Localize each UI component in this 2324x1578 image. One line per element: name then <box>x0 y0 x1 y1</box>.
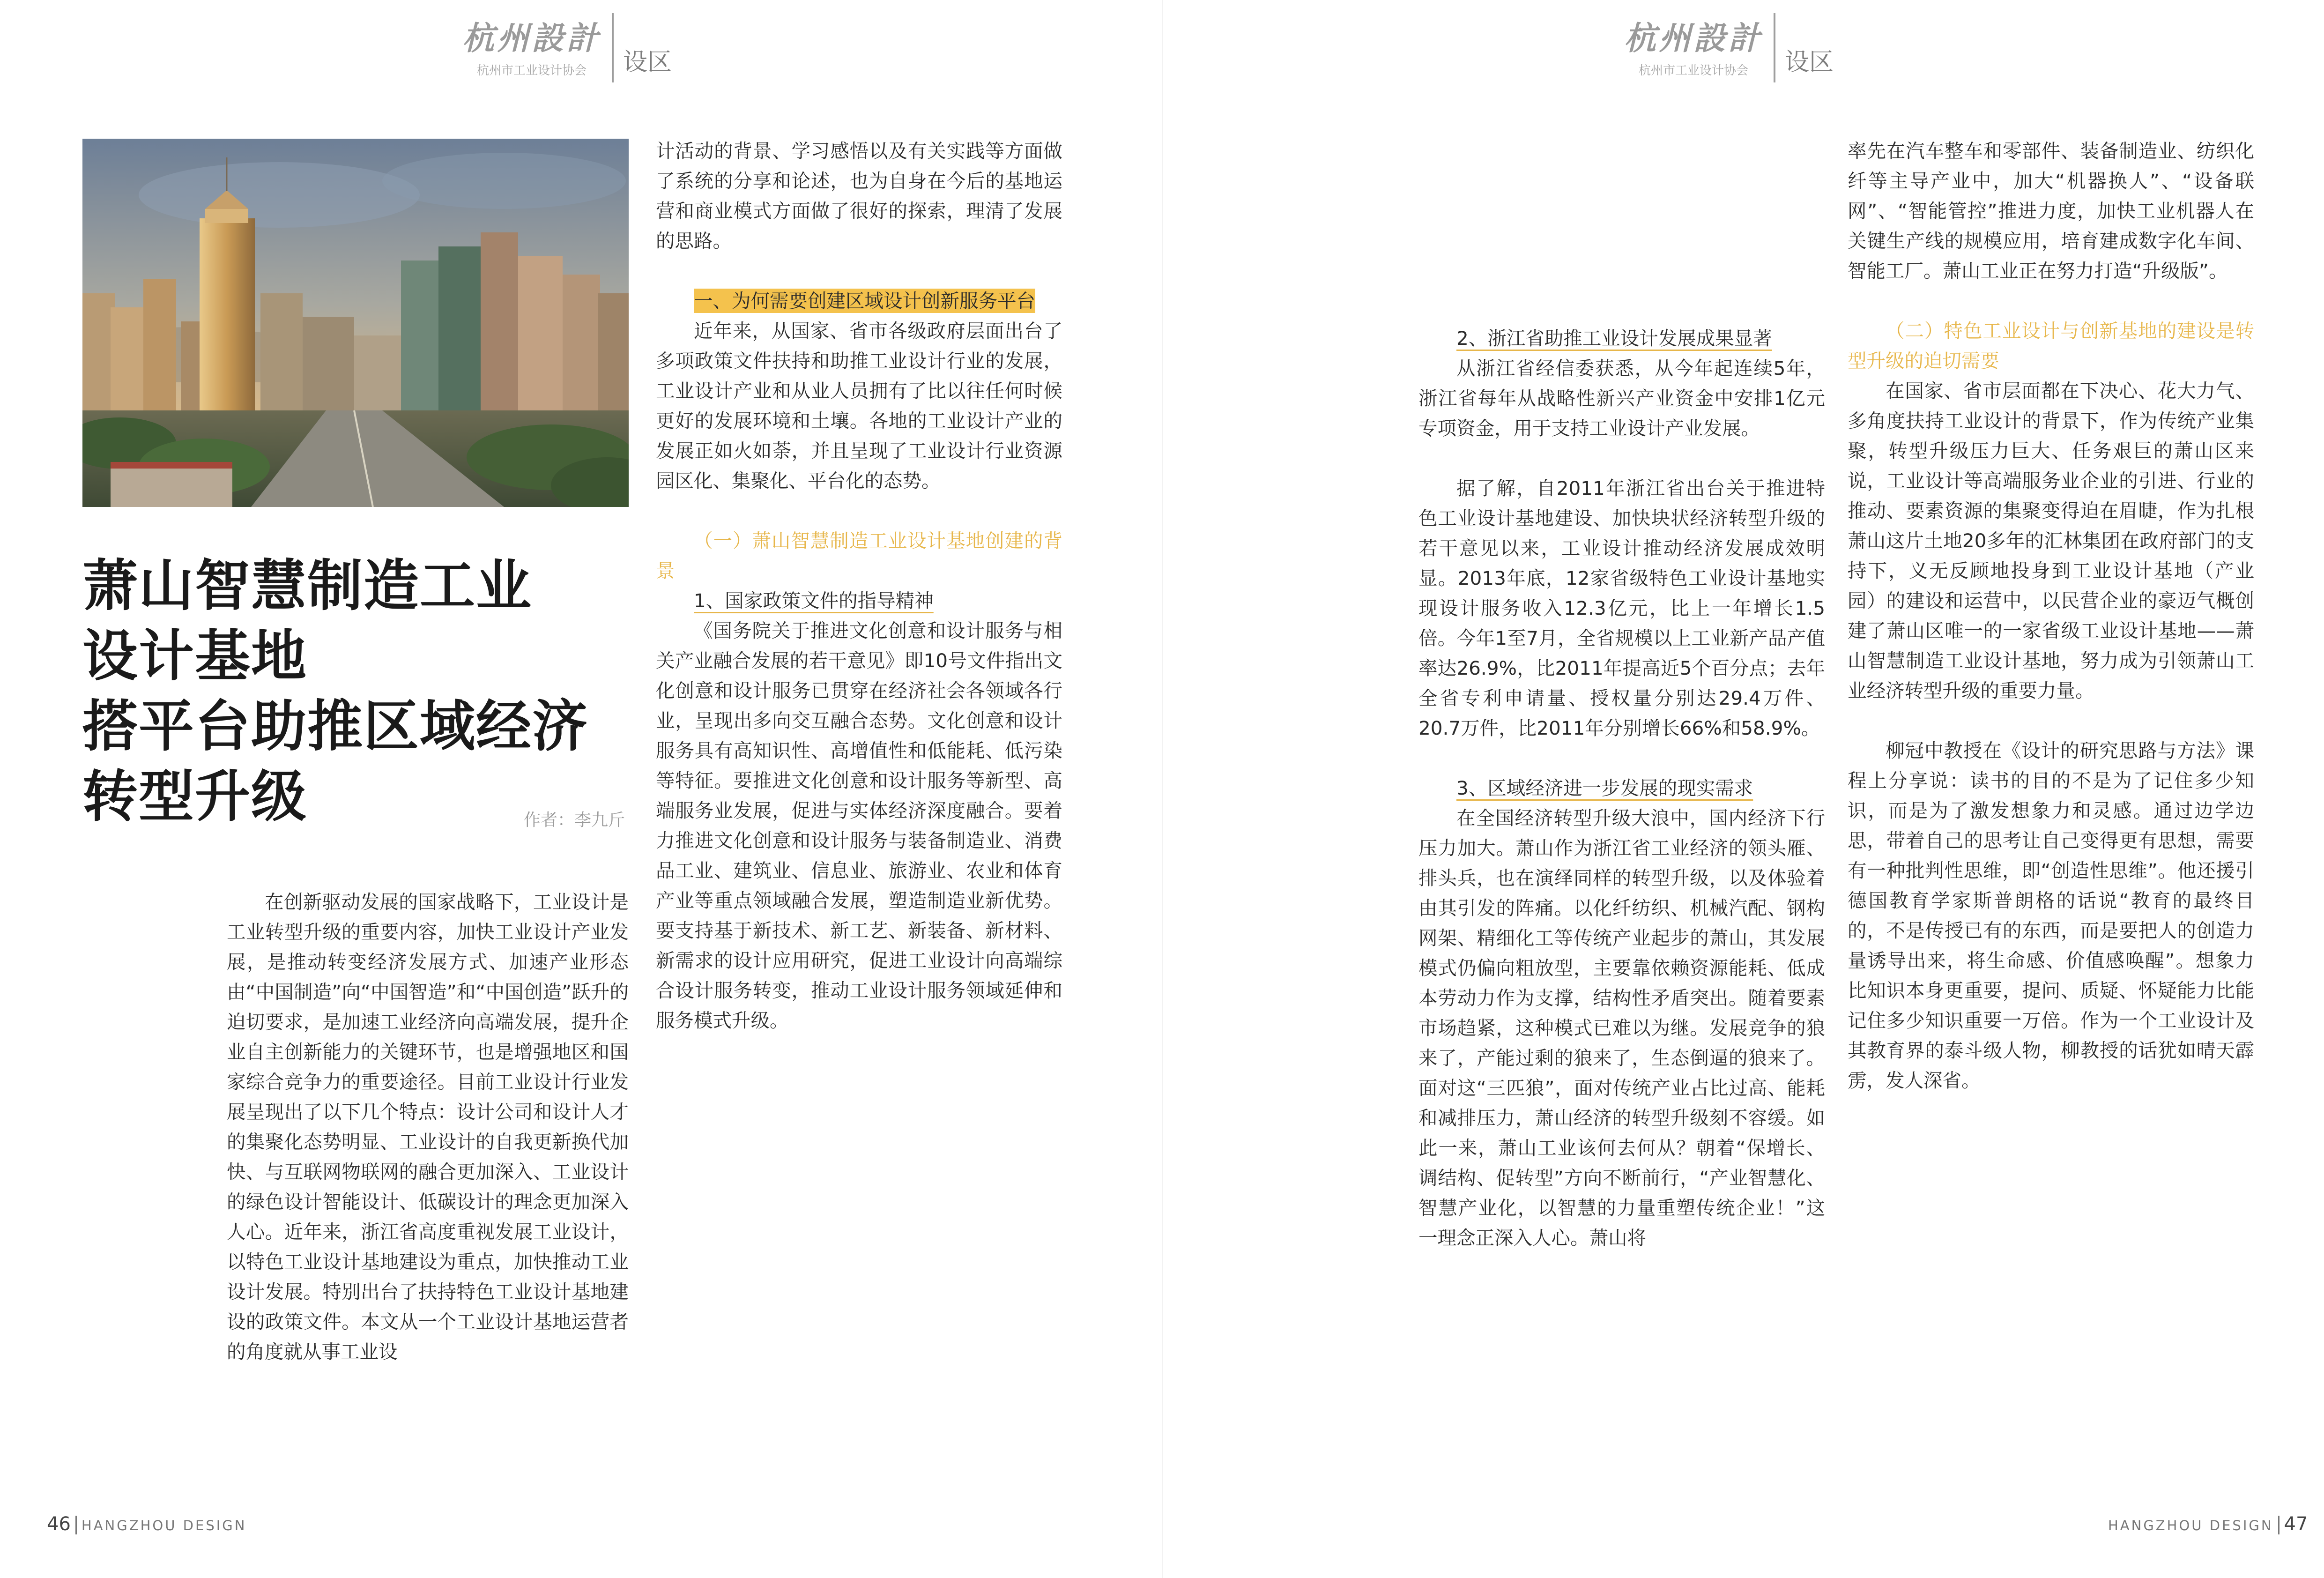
paragraph: 计活动的背景、学习感悟以及有关实践等方面做了系统的分享和论述，也为自身在今后的基地运营和商业模式方面做了很好的探索，理清了发展的思路。 <box>656 140 1062 252</box>
subsection-heading: （二）特色工业设计与创新基地的建设是转型升级的迫切需要 <box>1848 320 2254 372</box>
sub-heading <box>656 586 1062 616</box>
page-number: 46 <box>47 1513 71 1535</box>
city-skyline-photo <box>82 139 629 507</box>
magazine-name: HANGZHOU DESIGN <box>81 1518 247 1533</box>
subsection-heading: （一）萧山智慧制造工业设计基地创建的背景 <box>656 529 1062 582</box>
article-title <box>82 551 645 832</box>
magazine-logo <box>1621 13 1766 83</box>
author-byline: 作者：李九斤 <box>524 811 625 830</box>
folio-divider <box>2278 1516 2279 1534</box>
text-column-3 <box>1418 323 1825 1253</box>
title-line: 萧山智慧制造工业 <box>82 553 533 618</box>
paragraph: 在全国经济转型升级大浪中，国内经济下行压力加大。萧山作为浙江省工业经济的领头雁、排头兵，也在演绎同样的转型升级，以及体验着由其引发的阵痛。以化纤纺织、机械汽配、钢构网架、精细化工等传统产业起步的萧山，其发展模式仍偏向粗放型，主要靠依赖资源能耗、低成本劳动力作为支撑，结构性矛盾突出。随着要素市场趋紧，这种模式已难以为继。发展竞争的狼来了，产能过剩的狼来了，生态倒逼的狼来了。面对这“三匹狼”，面对传统产业占比过高、能耗和减排压力，萧山经济的转型升级刻不容缓。如此一来，萧山工业该何去何从？朝着“保增长、调结构、促转型”方向不断前行，“产业智慧化、智慧产业化，以智慧的力量重塑传统企业！”这一理念正深入人心。萧山将 <box>1418 807 1825 1249</box>
section-label: 设区 <box>1785 48 1834 76</box>
magazine-logo <box>459 13 604 83</box>
title-line: 设计基地 <box>82 623 308 688</box>
paragraph: 《国务院关于推进文化创意和设计服务与相关产业融合发展的若干意见》即10号文件指出文化创意和设计服务已贯穿在经济社会各领域各行业，呈现出多向交互融合态势。文化创意和设计服务具有高知识性、高增值性和低能耗、低污染等特征。要推进文化创意和设计服务等新型、高端服务业发展，促进与实体经济深度融合。要着力推进文化创意和设计服务与装备制造业、消费品工业、建筑业、信息业、旅游业、农业和体育产业等重点领域融合发展，塑造制造业新优势。要支持基于新技术、新工艺、新装备、新材料、新需求的设计应用研究，促进工业设计向高端综合设计服务转变，推动工业设计服务领域延伸和服务模式升级。 <box>656 619 1062 1032</box>
page-folio-left <box>47 1513 246 1535</box>
title-line: 搭平台助推区域经济 <box>82 693 589 759</box>
paragraph: 柳冠中教授在《设计的研究思路与方法》课程上分享说：读书的目的不是为了记住多少知识，而是为了激发想象力和灵感。通过边学边思，带着自己的思考让自己变得更有思想，需要有一种批判性思维，即“创造性思维”。他还援引德国教育学家斯普朗格的话说“教育的最终目的，不是传授已有的东西，而是要把人的创造力量诱导出来，将生命感、价值感唤醒”。想象力比知识本身更重要，提问、质疑、怀疑能力比能记住多少知识重要一万倍。作为一个工业设计及其教育界的泰斗级人物，柳教授的话犹如晴天霹雳，发人深省。 <box>1848 739 2254 1092</box>
sub-heading <box>1418 773 1825 803</box>
page-number: 47 <box>2284 1513 2308 1535</box>
sub-heading-text: 2、浙江省助推工业设计发展成果显著 <box>1456 327 1772 350</box>
logo-text: 杭州設計 <box>462 20 601 57</box>
text-column-1 <box>227 887 629 1367</box>
sub-heading-text: 3、区域经济进一步发展的现实需求 <box>1456 777 1753 799</box>
section-heading-1 <box>656 286 1062 316</box>
paragraph: 近年来，从国家、省市各级政府层面出台了多项政策文件扶持和助推工业设计行业的发展，工业设计产业和从业人员拥有了比以往任何时候更好的发展环境和土壤。各地的工业设计产业的发展正如火如荼，并且呈现了工业设计行业资源园区化、集聚化、平台化的态势。 <box>656 320 1062 492</box>
sub-heading-text: 1、国家政策文件的指导精神 <box>694 589 934 612</box>
folio-divider <box>75 1516 77 1534</box>
logo-subtitle: 杭州市工业设计协会 <box>476 64 587 78</box>
page-folio-right <box>2108 1513 2308 1535</box>
logo-text: 杭州設計 <box>1624 20 1763 57</box>
section-label: 设区 <box>623 48 672 76</box>
magazine-name: HANGZHOU DESIGN <box>2108 1518 2273 1533</box>
spread-divider <box>1162 0 1163 1578</box>
header-divider <box>612 13 614 82</box>
text-column-4 <box>1848 136 2254 1095</box>
highlighted-heading-text: 一、为何需要创建区域设计创新服务平台 <box>694 290 1035 312</box>
paragraph: 据了解，自2011年浙江省出台关于推进特色工业设计基地建设、加快块状经济转型升级的若干意见以来，工业设计推动经济发展成效明显。2013年底，12家省级特色工业设计基地实现设计服务收入12.3亿元，比上一年增长1.5倍。今年1至7月，全省规模以上工业新产品产值率达26.9%，比2011年提高近5个百分点；去年全省专利申请量、授权量分别达29.4万件、20.7万件，比2011年分别增长66%和58.9%。 <box>1418 477 1825 739</box>
paragraph: 从浙江省经信委获悉，从今年起连续5年，浙江省每年从战略性新兴产业资金中安排1亿元专项资金，用于支持工业设计产业发展。 <box>1418 357 1825 439</box>
sub-heading <box>1418 323 1825 353</box>
paragraph: 在创新驱动发展的国家战略下，工业设计是工业转型升级的重要内容，加快工业设计产业发展，是推动转变经济发展方式、加速产业形态由“中国制造”向“中国智造”和“中国创造”跃升的迫切要求，是加速工业经济向高端发展，提升企业自主创新能力的关键环节，也是增强地区和国家综合竞争力的重要途径。目前工业设计行业发展呈现出了以下几个特点：设计公司和设计人才的集聚化态势明显、工业设计的自我更新换代加快、与互联网物联网的融合更加深入、工业设计的绿色设计智能设计、低碳设计的理念更加深入人心。近年来，浙江省高度重视发展工业设计，以特色工业设计基地建设为重点，加快推动工业设计发展。特别出台了扶持特色工业设计基地建设的政策文件。本文从一个工业设计基地运营者的角度就从事工业设 <box>227 891 629 1363</box>
title-line: 转型升级 <box>82 764 308 829</box>
paragraph: 在国家、省市层面都在下决心、花大力气、多角度扶持工业设计的背景下，作为传统产业集聚，转型升级压力巨大、任务艰巨的萧山区来说，工业设计等高端服务业企业的引进、行业的推动、要素资源的集聚变得迫在眉睫，作为扎根萧山这片土地20多年的汇林集团在政府部门的支持下，义无反顾地投身到工业设计基地（产业园）的建设和运营中，以民营企业的豪迈气概创建了萧山区唯一的一家省级工业设计基地——萧山智慧制造工业设计基地，努力成为引领萧山工业经济转型升级的重要力量。 <box>1848 380 2254 702</box>
paragraph: 率先在汽车整车和零部件、装备制造业、纺织化纤等主导产业中，加大“机器换人”、“设备联网”、“智能管控”推进力度，加快工业机器人在关键生产线的规模应用，培育建成数字化车间、智能工厂。萧山工业正在努力打造“升级版”。 <box>1848 140 2254 282</box>
text-column-2 <box>656 136 1062 1035</box>
city-skyline-illustration <box>82 139 629 507</box>
logo-subtitle: 杭州市工业设计协会 <box>1638 64 1748 78</box>
header-divider <box>1774 13 1775 82</box>
